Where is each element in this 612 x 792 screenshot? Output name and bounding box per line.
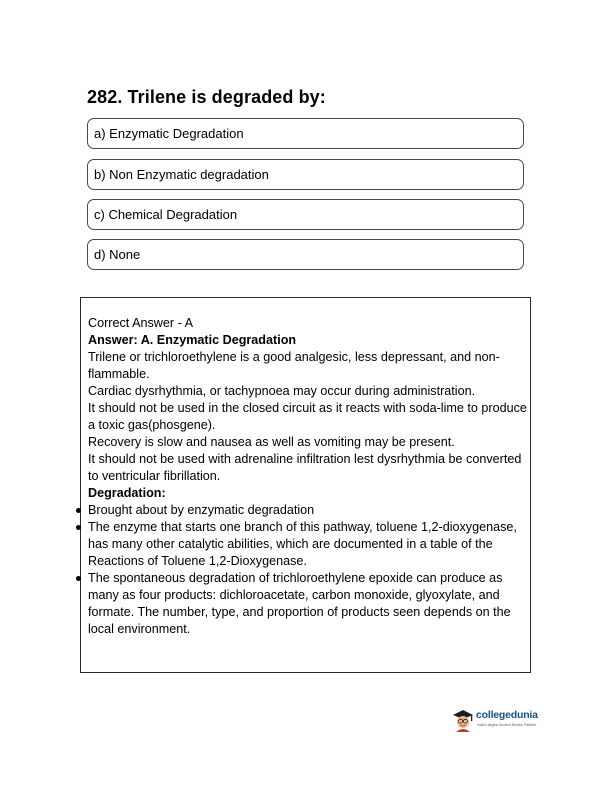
degradation-list — [88, 502, 528, 638]
explanation-paragraph: Recovery is slow and nausea as well as vomiting may be present. — [88, 435, 455, 449]
answer-box — [80, 297, 531, 673]
list-item — [88, 519, 528, 570]
list-item-text: Brought about by enzymatic degradation — [88, 503, 315, 517]
option-b[interactable]: b) Non Enzymatic degradation — [87, 159, 524, 190]
answer-content — [88, 315, 528, 638]
list-item — [88, 502, 528, 519]
degradation-heading: Degradation: — [88, 486, 166, 500]
graduate-mascot-icon — [452, 708, 474, 732]
list-item — [88, 570, 528, 638]
list-item-text: The spontaneous degradation of trichloroethylene epoxide can produce as many as four products: dichloroacetate, carbon monoxide, glyoxylate, and formate. The number, type, and proportion of products seen depends on the local environment. — [88, 571, 511, 636]
bullet-icon — [76, 576, 81, 581]
bullet-icon — [76, 508, 81, 513]
option-a[interactable]: a) Enzymatic Degradation — [87, 118, 524, 149]
option-c[interactable]: c) Chemical Degradation — [87, 199, 524, 230]
explanation-paragraph: It should not be used in the closed circuit as it reacts with soda-lime to produce a toxic gas(phosgene). — [88, 401, 527, 432]
question-title: 282. Trilene is degraded by: — [87, 87, 326, 107]
explanation-paragraph: Cardiac dysrhythmia, or tachypnoea may occur during administration. — [88, 384, 476, 398]
collegedunia-logo[interactable] — [452, 708, 552, 732]
bullet-icon — [76, 525, 81, 530]
correct-answer-line: Correct Answer - A — [88, 316, 193, 330]
option-d[interactable]: d) None — [87, 239, 524, 270]
explanation-paragraph: It should not be used with adrenaline infiltration lest dysrhythmia be converted to ventricular fibrillation. — [88, 452, 522, 483]
brand-name: collegedunia — [476, 709, 538, 721]
brand-tagline: India's largest Student Review Platform — [477, 723, 537, 727]
answer-heading: Answer: A. Enzymatic Degradation — [88, 333, 297, 347]
explanation-paragraph: Trilene or trichloroethylene is a good analgesic, less depressant, and non-flammable. — [88, 350, 500, 381]
list-item-text: The enzyme that starts one branch of this pathway, toluene 1,2-dioxygenase, has many other catalytic abilities, which are documented in a table of the Reactions of Toluene 1,2-Dioxygenase. — [88, 520, 517, 568]
